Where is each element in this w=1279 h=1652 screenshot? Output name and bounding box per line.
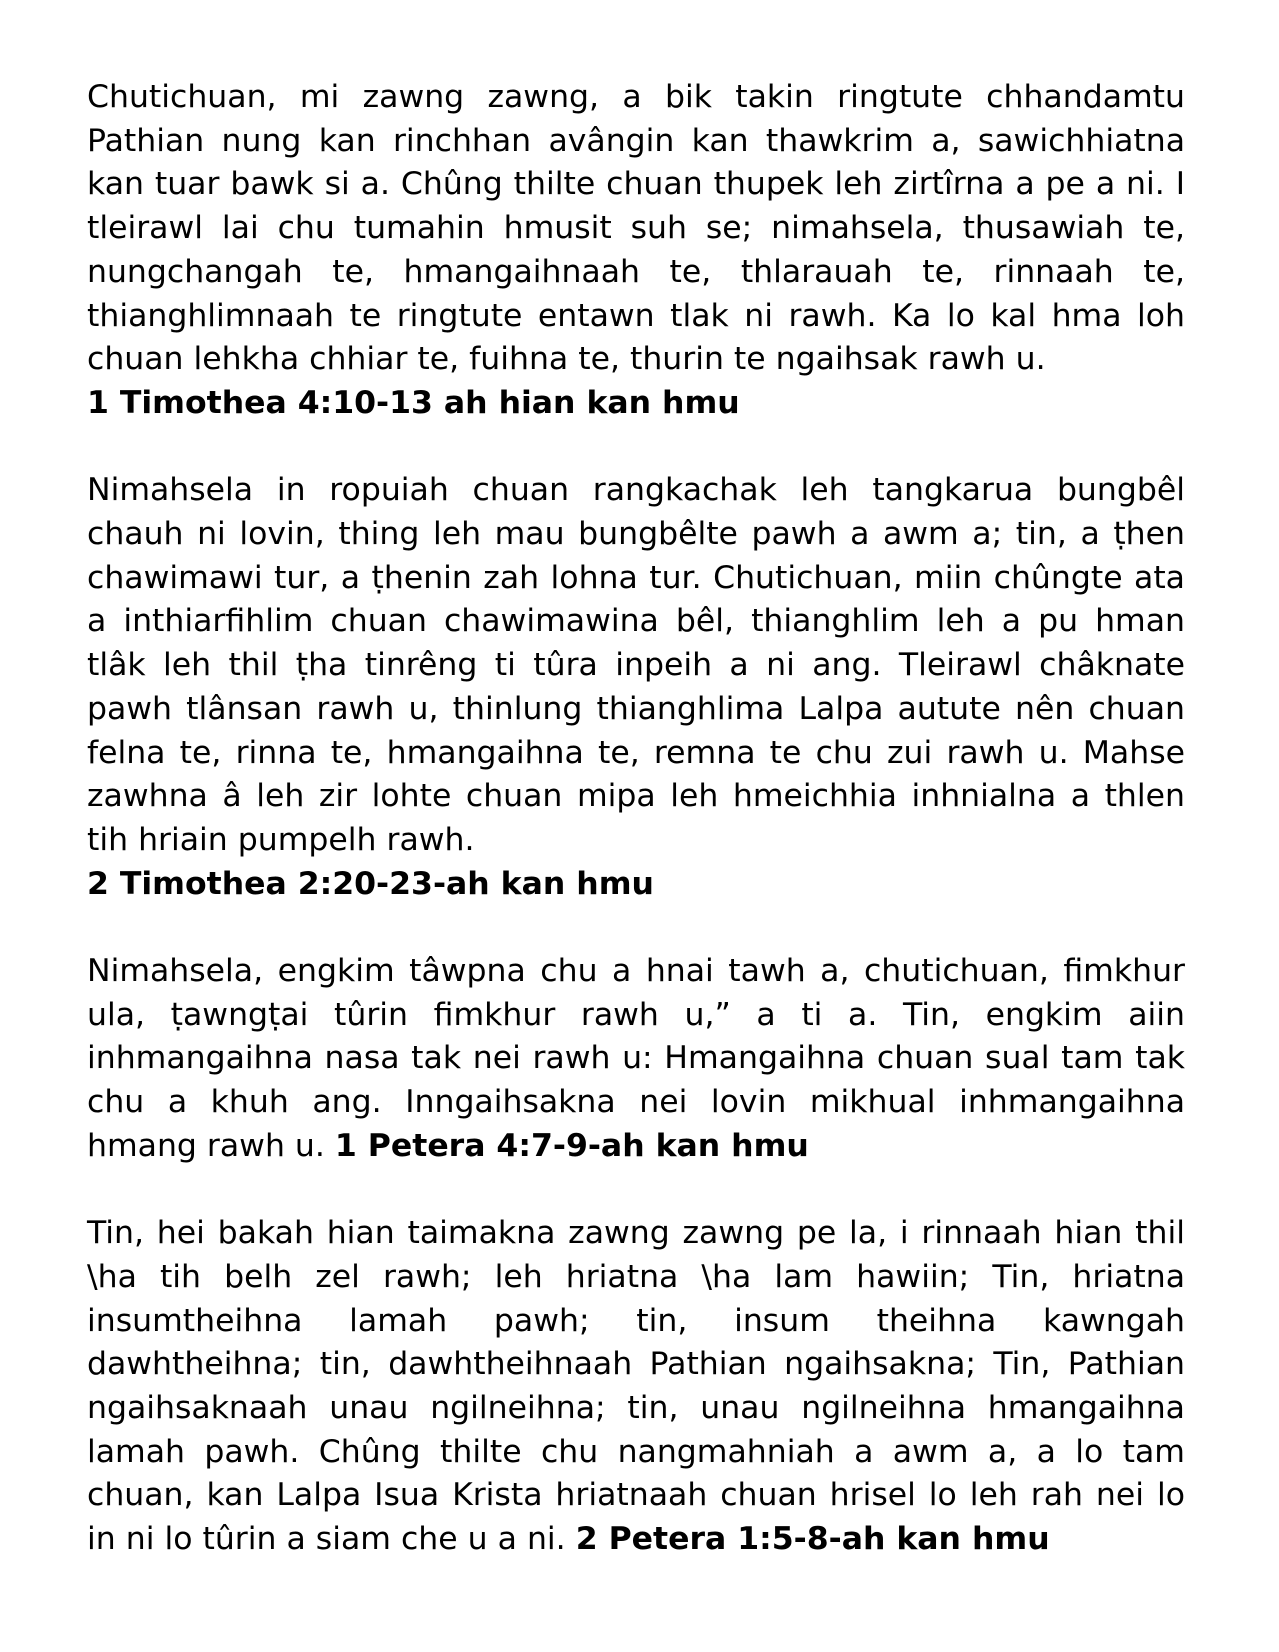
paragraph-gap [87,1169,1185,1213]
passage-4 [87,1212,1185,1562]
passage-3-reference: 1 Petera 4:7-9-ah kan hmu [334,1127,809,1164]
passage-1 [87,76,1185,426]
passage-2 [87,469,1185,906]
passage-4-reference: 2 Petera 1:5-8-ah kan hmu [575,1521,1050,1558]
passage-2-text: Nimahsela in ropuiah chuan rangkachak leh tangkarua bungbêl chauh ni lovin, thing leh mau bungbêlte pawh a awm a; tin, a ṭhen chawimawi tur, a ṭhenin zah lohna tur. Chutichuan, miin chûngte ata a inthiarfihlim chuan chawimawina bêl, thianghlim leh a pu hman tlâk leh thil ṭha tinrêng ti tûra inpeih a ni ang. Tleirawl châknate pawh tlânsan rawh u, thinlung thianghlima Lalpa autute nên chuan felna te, rinna te, hmangaihna te, remna te chu zui rawh u. Mahse zawhna â leh zir lohte chuan mipa leh hmeichhia inhnialna a thlen tih hriain pumpelh rawh. [87,472,1185,858]
passage-4-text: Tin, hei bakah hian taimakna zawng zawng pe la, i rinnaah hian thil \ha tih belh zel rawh; leh hriatna \ha lam hawiin; Tin, hriatna insumtheihna lamah pawh; tin, insum theihna kawngah dawhtheihna; tin, dawhtheihnaah Pathian ngaihsakna; Tin, Pathian ngaihsaknaah unau ngilneihna; tin, unau ngilneihna hmangaihna lamah pawh. Chûng thilte chu nangmahniah a awm a, a lo tam chuan, kan Lalpa Isua Krista hriatnaah chuan hrisel lo leh rah nei lo in ni lo tûrin a siam che u a ni. [87,1215,1185,1558]
passage-3 [87,950,1185,1169]
document-page [87,76,1185,1562]
passage-3-text: Nimahsela, engkim tâwpna chu a hnai tawh a, chutichuan, fimkhur ula, ṭawngṭai tûrin fimkhur rawh u,” a ti a. Tin, engkim aiin inhmangaihna nasa tak nei rawh u: Hmangaihna chuan sual tam tak chu a khuh ang. Inngaihsakna nei lovin mikhual inhmangaihna hmang rawh u. [87,953,1185,1164]
paragraph-gap [87,426,1185,470]
passage-1-text: Chutichuan, mi zawng zawng, a bik takin ringtute chhandamtu Pathian nung kan rinchhan avângin kan thawkrim a, sawichhiatna kan tuar bawk si a. Chûng thilte chuan thupek leh zirtîrna a pe a ni. I tleirawl lai chu tumahin hmusit suh se; nimahsela, thusawiah te, nungchangah te, hmangaihnaah te, thlarauah te, rinnaah te, thianghlimnaah te ringtute entawn tlak ni rawh. Ka lo kal hma loh chuan lehkha chhiar te, fuihna te, thurin te ngaihsak rawh u. [87,79,1185,378]
passage-1-reference: 1 Timothea 4:10-13 ah hian kan hmu [87,384,740,421]
passage-2-reference: 2 Timothea 2:20-23-ah kan hmu [87,865,654,902]
paragraph-gap [87,906,1185,950]
